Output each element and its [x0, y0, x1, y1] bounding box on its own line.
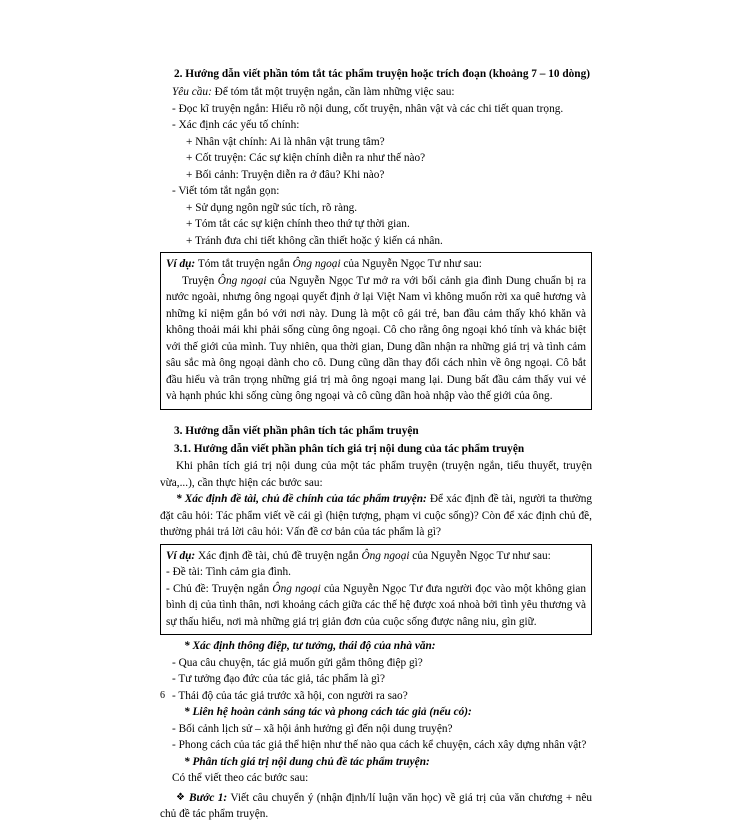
- line2-title: Ông ngoại: [272, 582, 321, 595]
- step1-text: Để xác định đề tài, người ta thường đặt câu hỏi: Tác phẩm viết về cái gì (hiện tượng, phạm vi cuộc sống)? Còn để xác định chủ đề, thường phải trả lời câu hỏi: Vấn đề cơ bản của tác phẩm là gì?: [160, 493, 592, 539]
- body-part-b: của Nguyễn Ngọc Tư mở ra với bối cảnh gia đình Dung chuẩn bị ra nước ngoài, nhưng ông ngoại quyết định ở lại Việt Nam vì không muốn rời xa quê hương và những kỉ niệm gắn bó với nơi này. Dung là một cô gái trẻ, ban đầu cảm thấy khó khăn và không thoải mái khi phải sống cùng ông ngoại. Cô cho rằng ông ngoại khó tính và khác biệt với thế giới của mình. Tuy nhiên, qua thời gian, Dung dần nhận ra những giá trị và tình cảm sâu sắc mà ông ngoại dành cho cô. Dung cũng dần thay đổi cách nhìn về ông ngoại. Cô bắt đầu hiểu và trân trọng những giá trị mà ông ngoại mang lại. Dung bất đầu cảm thấy vui vẻ và hạnh phúc khi sống cùng ông ngoại và cô cũng dần hoà nhập vào thế giới của ông.: [166, 274, 586, 403]
- section2-item: + Tóm tắt các sự kiện chính theo thứ tự thời gian.: [186, 218, 410, 231]
- example2-title: Ông ngoại: [361, 549, 410, 562]
- step2-item: - Thái độ của tác giả trước xã hội, con người ra sao?: [172, 689, 408, 702]
- line2-part-b: của Nguyễn Ngọc Tư đưa người đọc vào một không gian bình dị của tình thân, nơi khoảng cách giữa các thế hệ được xoá nhoà bởi tình yêu thương và sự thấu hiểu, nơi mà những giá trị giản đơn của cuộc sống được nâng niu, gìn giữ.: [166, 582, 587, 628]
- example-lead-suffix: của Nguyễn Ngọc Tư như sau:: [340, 258, 482, 271]
- section2-item: + Nhân vật chính: Ai là nhân vật trung tâm?: [186, 135, 385, 148]
- section2-item: + Tránh đưa chi tiết không cần thiết hoặc ý kiến cá nhân.: [186, 234, 443, 247]
- example2-line2: [166, 581, 586, 630]
- example-box-summary: [160, 252, 592, 409]
- example2-lead-a: Xác định đề tài, chủ đề truyện ngắn: [195, 549, 362, 562]
- body-part-a: Truyện: [182, 274, 218, 287]
- section2-item: - Viết tóm tắt ngắn gọn:: [172, 185, 280, 198]
- step-label: Bước 1:: [185, 791, 228, 804]
- section3-heading: 3. Hướng dẫn viết phần phân tích tác phẩm truyện: [174, 424, 419, 437]
- step3-item: - Bối cảnh lịch sử – xã hội ảnh hưởng gì đến nội dung truyện?: [172, 722, 453, 735]
- section2-item: + Sử dụng ngôn ngữ súc tích, rõ ràng.: [186, 201, 358, 214]
- section3-subheading: 3.1. Hướng dẫn viết phần phân tích giá trị nội dung của tác phẩm truyện: [174, 442, 525, 455]
- section3-step4-text: Có thể viết theo các bước sau:: [172, 772, 309, 785]
- spacer: [160, 410, 592, 423]
- example-lead-prefix: Tóm tắt truyện ngắn: [195, 258, 293, 271]
- body-title: Ông ngoại: [217, 274, 267, 287]
- step-text: Viết câu chuyển ý (nhận định/lí luận văn học) về giá trị của văn chương + nêu chủ đề tác phẩm truyện.: [160, 791, 592, 821]
- step3-item: - Phong cách của tác giả thể hiện như thế nào qua cách kể chuyện, cách xây dựng nhân vật?: [172, 739, 587, 752]
- example2-line1: - Đề tài: Tình cảm gia đình.: [166, 566, 291, 579]
- example2-label: Ví dụ:: [166, 549, 196, 562]
- section3-step2-label: * Xác định thông điệp, tư tưởng, thái độ của nhà văn:: [184, 640, 436, 653]
- requirement-label: Yêu cầu:: [172, 86, 212, 99]
- line2-part-a: - Chủ đề: Truyện ngắn: [166, 582, 273, 595]
- page-number: 6: [160, 690, 165, 701]
- section3-step4-label: * Phân tích giá trị nội dung chủ đề tác phẩm truyện:: [184, 755, 430, 768]
- step2-item: - Tư tưởng đạo đức của tác giả, tác phẩm là gì?: [172, 673, 385, 686]
- section2-requirement: [160, 84, 592, 100]
- diamond-bullet-icon: ❖: [176, 791, 186, 803]
- example-box-body: [166, 273, 586, 405]
- section2-item: - Đọc kĩ truyện ngắn: Hiểu rõ nội dung, cốt truyện, nhân vật và các chi tiết quan trọng.: [172, 102, 564, 115]
- example-label: Ví dụ:: [166, 258, 196, 271]
- section3-step1: [160, 491, 592, 540]
- step2-item: - Qua câu chuyện, tác giả muốn gửi gắm thông điệp gì?: [172, 656, 423, 669]
- example-lead-title: Ông ngoại: [292, 258, 341, 271]
- section2-item: + Bối cảnh: Truyện diễn ra ở đâu? Khi nào?: [186, 168, 385, 181]
- example2-lead-b: của Nguyễn Ngọc Tư như sau:: [409, 549, 551, 562]
- section2-heading: 2. Hướng dẫn viết phần tóm tắt tác phẩm truyện hoặc trích đoạn (khoảng 7 – 10 dòng): [174, 68, 590, 80]
- example2-lead: [166, 548, 586, 564]
- section2-item: - Xác định các yếu tố chính:: [172, 119, 300, 132]
- section3-intro: Khi phân tích giá trị nội dung của một tác phẩm truyện (truyện ngắn, tiểu thuyết, truyện vừa,...), cần thực hiện các bước sau:: [160, 460, 592, 489]
- requirement-text: Để tóm tắt một truyện ngắn, cần làm những việc sau:: [211, 86, 455, 99]
- example-box-lead: [166, 256, 586, 272]
- example-box-theme: [160, 544, 592, 635]
- document-content: [160, 66, 592, 823]
- section3-step-block: [160, 790, 592, 823]
- step1-label: * Xác định đề tài, chủ đề chính của tác phẩm truyện:: [176, 493, 427, 506]
- section3-step3-label: * Liên hệ hoàn cảnh sáng tác và phong cách tác giả (nếu có):: [184, 706, 472, 719]
- section2-item: + Cốt truyện: Các sự kiện chính diễn ra như thế nào?: [186, 152, 426, 165]
